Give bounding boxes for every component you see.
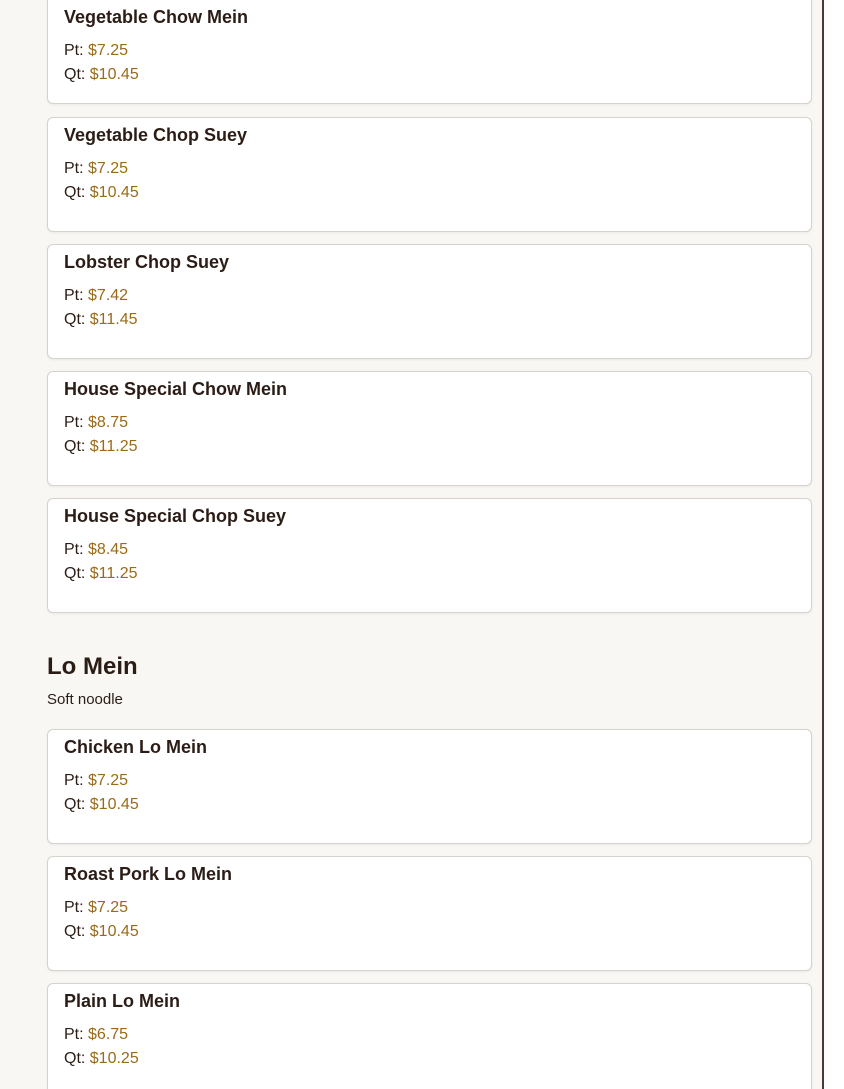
- quart-price-row: [64, 565, 138, 583]
- section-subtitle: Soft noodle: [47, 691, 123, 708]
- quart-label: Qt:: [64, 796, 90, 813]
- item-name: Plain Lo Mein: [64, 991, 181, 1011]
- item-name: Vegetable Chow Mein: [64, 7, 249, 27]
- menu-item-card[interactable]: [47, 117, 812, 232]
- quart-price: $10.45: [89, 796, 139, 813]
- quart-price-row: [64, 1050, 139, 1068]
- pint-price-row: [64, 899, 128, 917]
- quart-label: Qt:: [64, 184, 90, 201]
- pint-price-row: [64, 772, 128, 790]
- quart-price: $11.25: [89, 565, 138, 582]
- section-title: Lo Mein: [47, 653, 138, 680]
- quart-label: Qt:: [64, 66, 90, 83]
- pint-label: Pt:: [64, 42, 89, 59]
- pint-price-row: [64, 42, 128, 60]
- pint-price: $8.75: [88, 414, 129, 431]
- menu-item-card[interactable]: [47, 729, 812, 844]
- pint-price-row: [64, 160, 128, 178]
- pint-price-row: [64, 414, 128, 432]
- quart-price: $10.25: [89, 1050, 139, 1067]
- pint-price: $7.25: [88, 772, 129, 789]
- menu-item-card[interactable]: [47, 983, 812, 1089]
- item-name: Lobster Chop Suey: [64, 252, 230, 272]
- pint-label: Pt:: [64, 160, 89, 177]
- pint-price: $7.42: [88, 287, 129, 304]
- pint-price: $7.25: [88, 160, 129, 177]
- quart-price-row: [64, 796, 139, 814]
- item-name: Vegetable Chop Suey: [64, 125, 248, 145]
- quart-price-row: [64, 66, 139, 84]
- menu-item-card[interactable]: [47, 498, 812, 613]
- pint-label: Pt:: [64, 414, 89, 431]
- quart-price: $11.25: [89, 438, 138, 455]
- quart-price-row: [64, 923, 139, 941]
- quart-price: $10.45: [89, 66, 139, 83]
- quart-label: Qt:: [64, 1050, 90, 1067]
- pint-price-row: [64, 541, 128, 559]
- pint-label: Pt:: [64, 287, 89, 304]
- pint-price-row: [64, 287, 128, 305]
- menu-item-card[interactable]: [47, 244, 812, 359]
- item-name: Chicken Lo Mein: [64, 737, 208, 757]
- quart-price-row: [64, 311, 138, 329]
- pint-price: $8.45: [88, 541, 129, 558]
- menu-item-card[interactable]: [47, 371, 812, 486]
- quart-price-row: [64, 438, 138, 456]
- pint-price-row: [64, 1026, 128, 1044]
- quart-label: Qt:: [64, 923, 90, 940]
- pint-price: $7.25: [88, 899, 129, 916]
- item-name: House Special Chop Suey: [64, 506, 287, 526]
- item-name: House Special Chow Mein: [64, 379, 288, 399]
- menu-item-card[interactable]: [47, 0, 812, 104]
- pint-label: Pt:: [64, 772, 89, 789]
- pint-label: Pt:: [64, 541, 89, 558]
- pint-price: $7.25: [88, 42, 129, 59]
- item-name: Roast Pork Lo Mein: [64, 864, 233, 884]
- quart-label: Qt:: [64, 565, 90, 582]
- pint-label: Pt:: [64, 1026, 89, 1043]
- pint-label: Pt:: [64, 899, 89, 916]
- pint-price: $6.75: [88, 1026, 129, 1043]
- quart-label: Qt:: [64, 438, 90, 455]
- quart-label: Qt:: [64, 311, 90, 328]
- menu-item-card[interactable]: [47, 856, 812, 971]
- quart-price-row: [64, 184, 139, 202]
- quart-price: $10.45: [89, 923, 139, 940]
- right-gutter: [824, 0, 844, 1089]
- quart-price: $10.45: [89, 184, 139, 201]
- quart-price: $11.45: [89, 311, 138, 328]
